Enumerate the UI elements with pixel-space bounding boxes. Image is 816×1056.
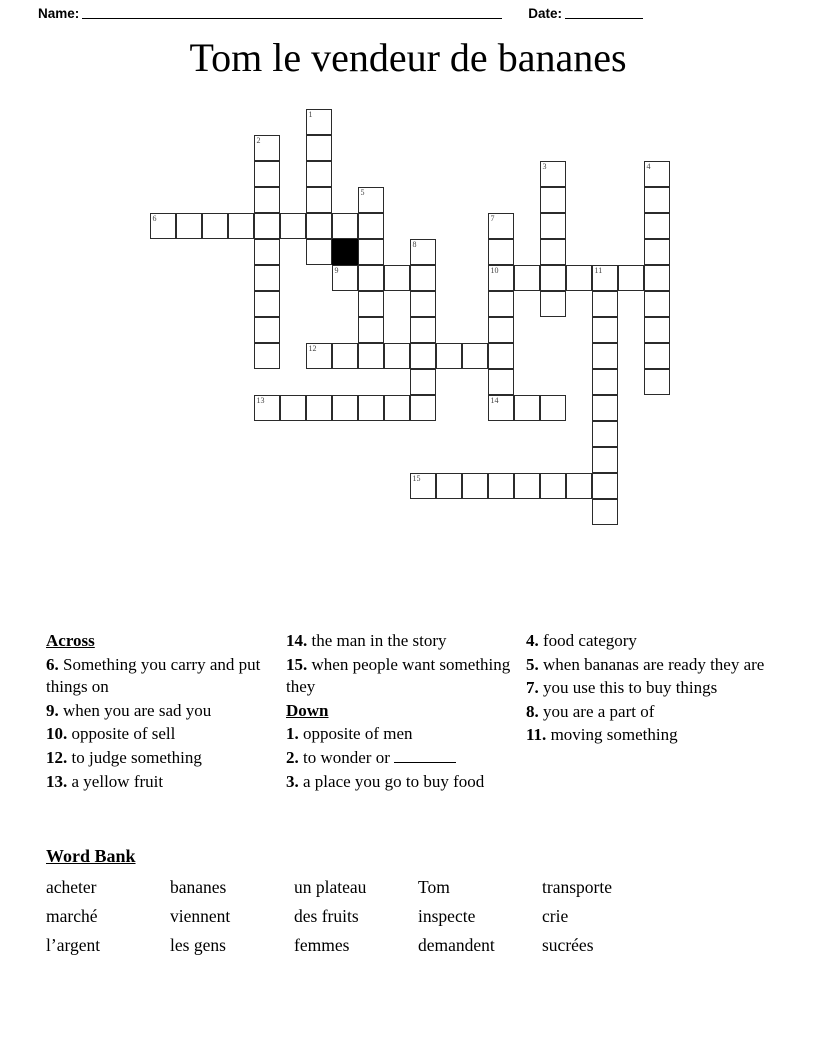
- crossword-cell[interactable]: [592, 421, 618, 447]
- crossword-cell-number: 6: [152, 214, 157, 223]
- crossword-cell[interactable]: [358, 291, 384, 317]
- clue-item: [286, 654, 526, 699]
- crossword-cell[interactable]: [254, 187, 280, 213]
- crossword-cell[interactable]: [488, 239, 514, 265]
- crossword-cell-number: 10: [490, 266, 499, 275]
- crossword-cell[interactable]: [384, 395, 410, 421]
- crossword-cell[interactable]: [540, 239, 566, 265]
- word-bank-word[interactable]: acheter: [46, 877, 97, 897]
- crossword-cell[interactable]: [592, 265, 618, 291]
- clue-number: 15.: [286, 654, 312, 674]
- crossword-cell[interactable]: [540, 213, 566, 239]
- crossword-cell[interactable]: [644, 317, 670, 343]
- crossword-cell[interactable]: [358, 265, 384, 291]
- crossword-cell[interactable]: [566, 473, 592, 499]
- clue-number: 1.: [286, 724, 303, 744]
- clue-text: a place you go to buy food: [303, 771, 485, 791]
- crossword-cell[interactable]: [332, 343, 358, 369]
- word-bank-section: [46, 846, 770, 960]
- crossword-cell[interactable]: [254, 213, 280, 239]
- clue-number: 3.: [286, 771, 303, 791]
- word-bank-word[interactable]: l’argent: [46, 934, 101, 955]
- word-bank-word[interactable]: transporte: [542, 877, 612, 897]
- clue-text: opposite of men: [303, 724, 413, 744]
- word-bank-word[interactable]: un plateau: [294, 877, 367, 897]
- word-bank-word[interactable]: des fruits: [294, 905, 359, 926]
- clue-item: [46, 747, 286, 770]
- crossword-cell[interactable]: [332, 213, 358, 239]
- crossword-cell[interactable]: [410, 473, 436, 499]
- crossword-cell[interactable]: [306, 161, 332, 187]
- crossword-cell[interactable]: [488, 473, 514, 499]
- crossword-cell[interactable]: [306, 239, 332, 265]
- crossword-cell[interactable]: [358, 395, 384, 421]
- word-bank-word[interactable]: les gens: [170, 934, 226, 955]
- clues-section: [46, 630, 770, 794]
- crossword-cell[interactable]: [514, 473, 540, 499]
- crossword-cell[interactable]: [488, 395, 514, 421]
- crossword-cell[interactable]: [540, 187, 566, 213]
- clue-number: 6.: [46, 654, 63, 674]
- crossword-cell[interactable]: [592, 291, 618, 317]
- crossword-cell[interactable]: [254, 161, 280, 187]
- clue-item: [46, 771, 286, 794]
- crossword-cell[interactable]: [280, 213, 306, 239]
- word-bank-table: [46, 873, 666, 960]
- crossword-cell[interactable]: [254, 395, 280, 421]
- crossword-cell-number: 5: [360, 188, 365, 197]
- crossword-cell[interactable]: [358, 187, 384, 213]
- clue-column-3: [526, 630, 770, 748]
- crossword-cell-number: 3: [542, 162, 547, 171]
- crossword-block-cell: [332, 239, 358, 265]
- crossword-cell-number: 13: [256, 396, 265, 405]
- crossword-cell[interactable]: [644, 213, 670, 239]
- crossword-cell[interactable]: [436, 343, 462, 369]
- clue-text: moving something: [550, 725, 678, 745]
- crossword-cell[interactable]: [150, 213, 176, 239]
- crossword-cell[interactable]: [384, 343, 410, 369]
- clue-item: [526, 654, 770, 677]
- word-bank-row: [46, 902, 666, 931]
- clue-number: 11.: [526, 725, 551, 745]
- crossword-cell[interactable]: [462, 343, 488, 369]
- clue-text: to wonder or: [303, 748, 390, 768]
- crossword-cell[interactable]: [592, 447, 618, 473]
- crossword-cell[interactable]: [540, 395, 566, 421]
- crossword-cell[interactable]: [644, 239, 670, 265]
- crossword-cell[interactable]: [644, 369, 670, 395]
- crossword-cell[interactable]: [410, 369, 436, 395]
- crossword-cell[interactable]: [254, 317, 280, 343]
- clue-item: [286, 747, 526, 770]
- crossword-cell[interactable]: [358, 239, 384, 265]
- crossword-cell[interactable]: [358, 317, 384, 343]
- crossword-cell[interactable]: [254, 343, 280, 369]
- crossword-cell[interactable]: [306, 343, 332, 369]
- crossword-cell[interactable]: [488, 213, 514, 239]
- crossword-cell[interactable]: [566, 265, 592, 291]
- clue-text: when bananas are ready they are: [543, 654, 765, 674]
- word-bank-word[interactable]: sucrées: [542, 934, 594, 955]
- crossword-cell[interactable]: [280, 395, 306, 421]
- page-title: Tom le vendeur de bananes: [189, 35, 627, 80]
- clue-text: opposite of sell: [71, 724, 176, 744]
- clue-number: 4.: [526, 631, 543, 650]
- crossword-cell[interactable]: [410, 291, 436, 317]
- word-bank-word[interactable]: viennent: [170, 905, 231, 926]
- crossword-cell[interactable]: [488, 369, 514, 395]
- crossword-cell[interactable]: [384, 265, 410, 291]
- word-bank-row: [46, 931, 666, 960]
- clue-item: [46, 700, 286, 723]
- crossword-cell[interactable]: [592, 317, 618, 343]
- crossword-cell[interactable]: [644, 161, 670, 187]
- clue-text: Something you carry and put things on: [46, 654, 261, 697]
- crossword-cell-number: 2: [256, 136, 261, 145]
- crossword-cell[interactable]: [618, 265, 644, 291]
- date-label: Date:: [528, 5, 563, 21]
- word-bank-word[interactable]: Tom: [418, 877, 450, 897]
- clue-number: 14.: [286, 631, 312, 650]
- crossword-cell[interactable]: [644, 343, 670, 369]
- crossword-cell[interactable]: [540, 291, 566, 317]
- clue-text: the man in the story: [311, 631, 447, 650]
- crossword-cell[interactable]: [176, 213, 202, 239]
- word-bank-word[interactable]: crie: [542, 905, 569, 926]
- clue-text: you are a part of: [543, 701, 655, 721]
- crossword-cell[interactable]: [592, 499, 618, 525]
- clue-item: [526, 677, 770, 700]
- crossword-cell[interactable]: [488, 265, 514, 291]
- clue-number: 5.: [526, 654, 543, 674]
- crossword-cell[interactable]: [540, 161, 566, 187]
- clue-item: [286, 630, 526, 653]
- crossword-cell[interactable]: [644, 187, 670, 213]
- crossword-cell[interactable]: [410, 265, 436, 291]
- clue-blank-line[interactable]: [394, 749, 456, 763]
- crossword-cell-number: 11: [594, 266, 603, 275]
- crossword-cell[interactable]: [410, 239, 436, 265]
- crossword-cell[interactable]: [254, 135, 280, 161]
- clue-number: 12.: [46, 748, 72, 768]
- crossword-cell[interactable]: [592, 395, 618, 421]
- crossword-cell[interactable]: [644, 291, 670, 317]
- clue-text: to judge something: [71, 748, 202, 768]
- name-label: Name:: [38, 5, 80, 21]
- crossword-cell[interactable]: [306, 109, 332, 135]
- crossword-cell[interactable]: [488, 317, 514, 343]
- word-bank-heading: Word Bank: [46, 846, 136, 866]
- clue-number: 9.: [46, 700, 63, 720]
- clue-item: [526, 701, 770, 724]
- clue-item: [286, 723, 526, 746]
- crossword-cell[interactable]: [410, 343, 436, 369]
- crossword-cell-number: 12: [308, 344, 317, 353]
- clue-section-heading-across: Across: [46, 631, 95, 650]
- crossword-cell[interactable]: [202, 213, 228, 239]
- clue-item: [46, 723, 286, 746]
- word-bank-word[interactable]: bananes: [170, 877, 227, 897]
- crossword-cell[interactable]: [306, 187, 332, 213]
- clue-number: 10.: [46, 724, 72, 744]
- crossword-cell[interactable]: [540, 265, 566, 291]
- clue-number: 2.: [286, 748, 303, 768]
- crossword-cell[interactable]: [462, 473, 488, 499]
- clue-number: 7.: [526, 678, 543, 698]
- clue-column-1: [46, 630, 286, 794]
- crossword-cell[interactable]: [514, 395, 540, 421]
- crossword-cell[interactable]: [410, 395, 436, 421]
- crossword-cell-number: 14: [490, 396, 499, 405]
- crossword-cell-number: 8: [412, 240, 417, 249]
- word-bank-word[interactable]: femmes: [294, 934, 350, 955]
- crossword-cell[interactable]: [306, 135, 332, 161]
- clue-text: when people want something they: [286, 654, 511, 697]
- crossword-cell[interactable]: [592, 473, 618, 499]
- clue-number: 13.: [46, 771, 72, 791]
- crossword-cell[interactable]: [358, 343, 384, 369]
- word-bank-row: [46, 873, 666, 902]
- crossword-cell[interactable]: [540, 473, 566, 499]
- clue-item: [286, 771, 526, 794]
- clue-column-2: [286, 630, 526, 794]
- crossword-cell[interactable]: [592, 343, 618, 369]
- crossword-cell-number: 7: [490, 214, 495, 223]
- crossword-cell-number: 15: [412, 474, 421, 483]
- crossword-cell[interactable]: [306, 213, 332, 239]
- clue-item: [46, 654, 286, 699]
- crossword-cell[interactable]: [332, 265, 358, 291]
- crossword-cell[interactable]: [306, 395, 332, 421]
- crossword-cell[interactable]: [254, 265, 280, 291]
- crossword-cell[interactable]: [254, 239, 280, 265]
- crossword-cell[interactable]: [358, 213, 384, 239]
- crossword-cell[interactable]: [514, 265, 540, 291]
- clue-text: you use this to buy things: [543, 678, 718, 698]
- crossword-cell-number: 1: [308, 110, 313, 119]
- crossword-cell[interactable]: [332, 395, 358, 421]
- clue-text: a yellow fruit: [71, 771, 164, 791]
- crossword-cell[interactable]: [228, 213, 254, 239]
- crossword-cell[interactable]: [254, 291, 280, 317]
- crossword-cell-number: 9: [334, 266, 339, 275]
- clue-item: [526, 724, 770, 747]
- word-bank-word[interactable]: inspecte: [418, 905, 476, 926]
- crossword-cell[interactable]: [488, 343, 514, 369]
- crossword-cell-number: 4: [646, 162, 651, 171]
- crossword-cell[interactable]: [592, 369, 618, 395]
- word-bank-word[interactable]: demandent: [418, 934, 495, 955]
- clue-number: 8.: [526, 701, 543, 721]
- word-bank-word[interactable]: marché: [46, 905, 98, 926]
- crossword-cell[interactable]: [488, 291, 514, 317]
- clue-item: [526, 630, 770, 653]
- crossword-cell[interactable]: [644, 265, 670, 291]
- crossword-cell[interactable]: [436, 473, 462, 499]
- clue-section-heading-down: Down: [286, 700, 329, 720]
- clue-text: when you are sad you: [63, 700, 212, 720]
- clue-text: food category: [543, 631, 637, 650]
- crossword-cell[interactable]: [410, 317, 436, 343]
